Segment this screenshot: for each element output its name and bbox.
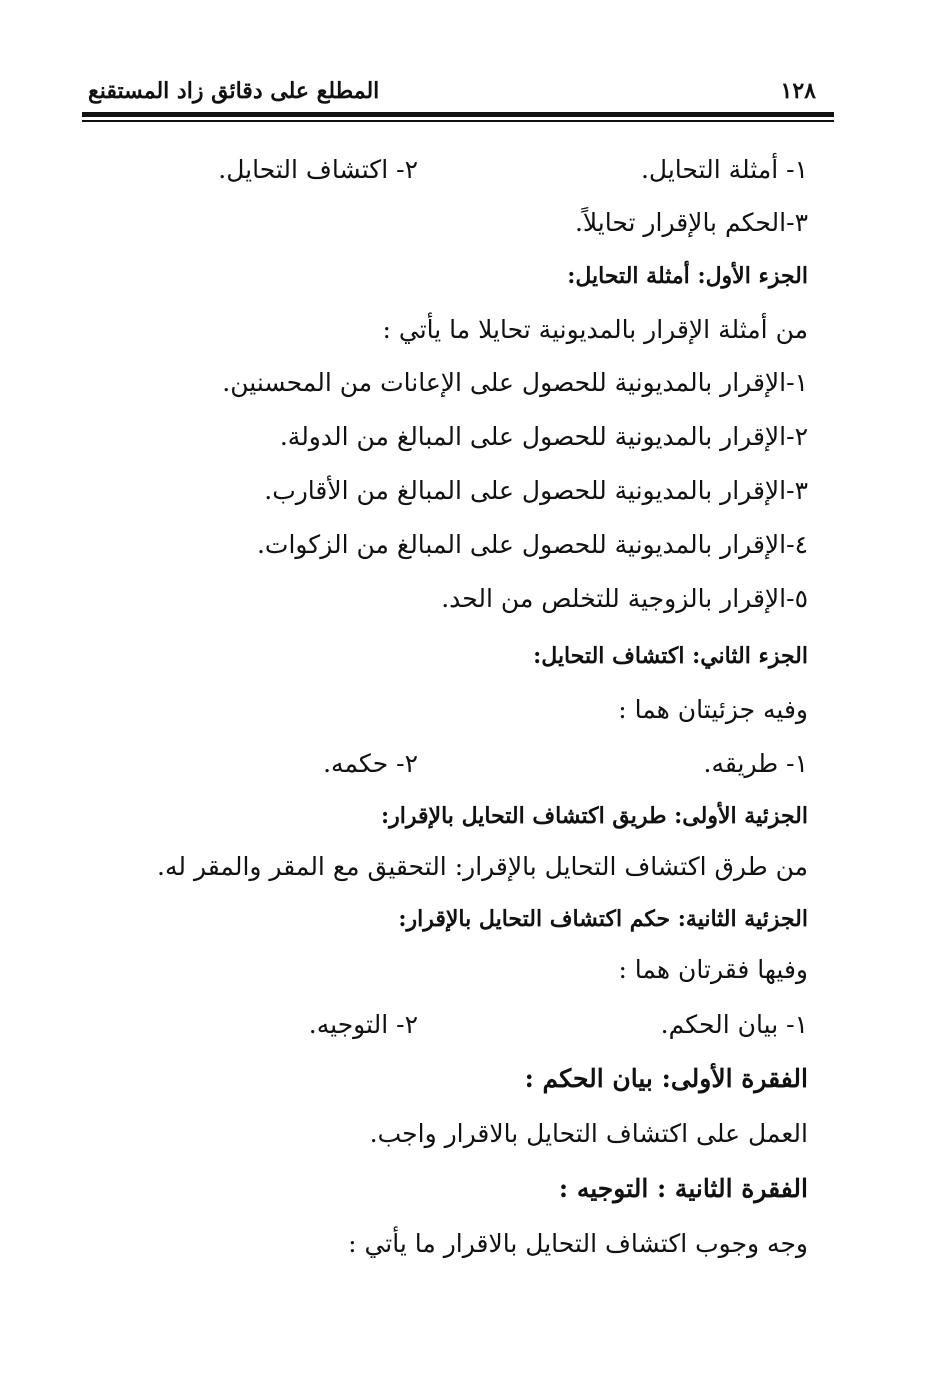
section-heading: الفقرة الأولى: بيان الحكم :: [524, 1064, 808, 1093]
list-item: ١- طريقه.: [703, 749, 808, 778]
paragraph: وجه وجوب اكتشاف التحايل بالاقرار ما يأتي :: [348, 1229, 808, 1258]
list-item: ٤-الإقرار بالمديونية للحصول على المبالغ من الزكوات.: [256, 530, 808, 559]
list-item: ٢- اكتشاف التحايل.: [218, 155, 418, 184]
list-item: ٣-الإقرار بالمديونية للحصول على المبالغ من الأقارب.: [264, 476, 808, 505]
paragraph: وفيه جزئيتان هما :: [618, 695, 808, 724]
list-item: ١- بيان الحكم.: [660, 1010, 808, 1039]
section-heading: الفقرة الثانية : التوجيه :: [558, 1174, 808, 1203]
paragraph: وفيها فقرتان هما :: [618, 955, 808, 984]
list-item: ٣-الحكم بالإقرار تحايلاً.: [574, 208, 808, 237]
list-item: ٥-الإقرار بالزوجية للتخلص من الحد.: [441, 584, 808, 613]
list-item: ١- أمثلة التحايل.: [640, 155, 808, 184]
section-heading: الجزئية الثانية: حكم اكتشاف التحايل بالإقرار:: [398, 906, 808, 932]
list-item: ٢- التوجيه.: [308, 1010, 418, 1039]
section-heading: الجزء الثاني: اكتشاف التحايل:: [533, 643, 808, 669]
page-header: [82, 76, 834, 110]
list-item: ٢-الإقرار بالمديونية للحصول على المبالغ من الدولة.: [279, 422, 808, 451]
paragraph: العمل على اكتشاف التحايل بالاقرار واجب.: [369, 1119, 808, 1148]
paragraph: من أمثلة الإقرار بالمديونية تحايلا ما يأتي :: [382, 315, 808, 344]
list-item: ٢- حكمه.: [323, 749, 418, 778]
header-rule-thin: [82, 120, 834, 122]
header-rule-thick: [82, 112, 834, 117]
section-heading: الجزء الأول: أمثلة التحايل:: [567, 263, 808, 289]
section-heading: الجزئية الأولى: طريق اكتشاف التحايل بالإقرار:: [381, 803, 808, 829]
page-number: ١٢٨: [780, 78, 816, 104]
paragraph: من طرق اكتشاف التحايل بالإقرار: التحقيق مع المقر والمقر له.: [157, 852, 808, 881]
running-title: المطلع على دقائق زاد المستقنع: [88, 78, 380, 104]
list-item: ١-الإقرار بالمديونية للحصول على الإعانات من المحسنين.: [222, 368, 808, 397]
